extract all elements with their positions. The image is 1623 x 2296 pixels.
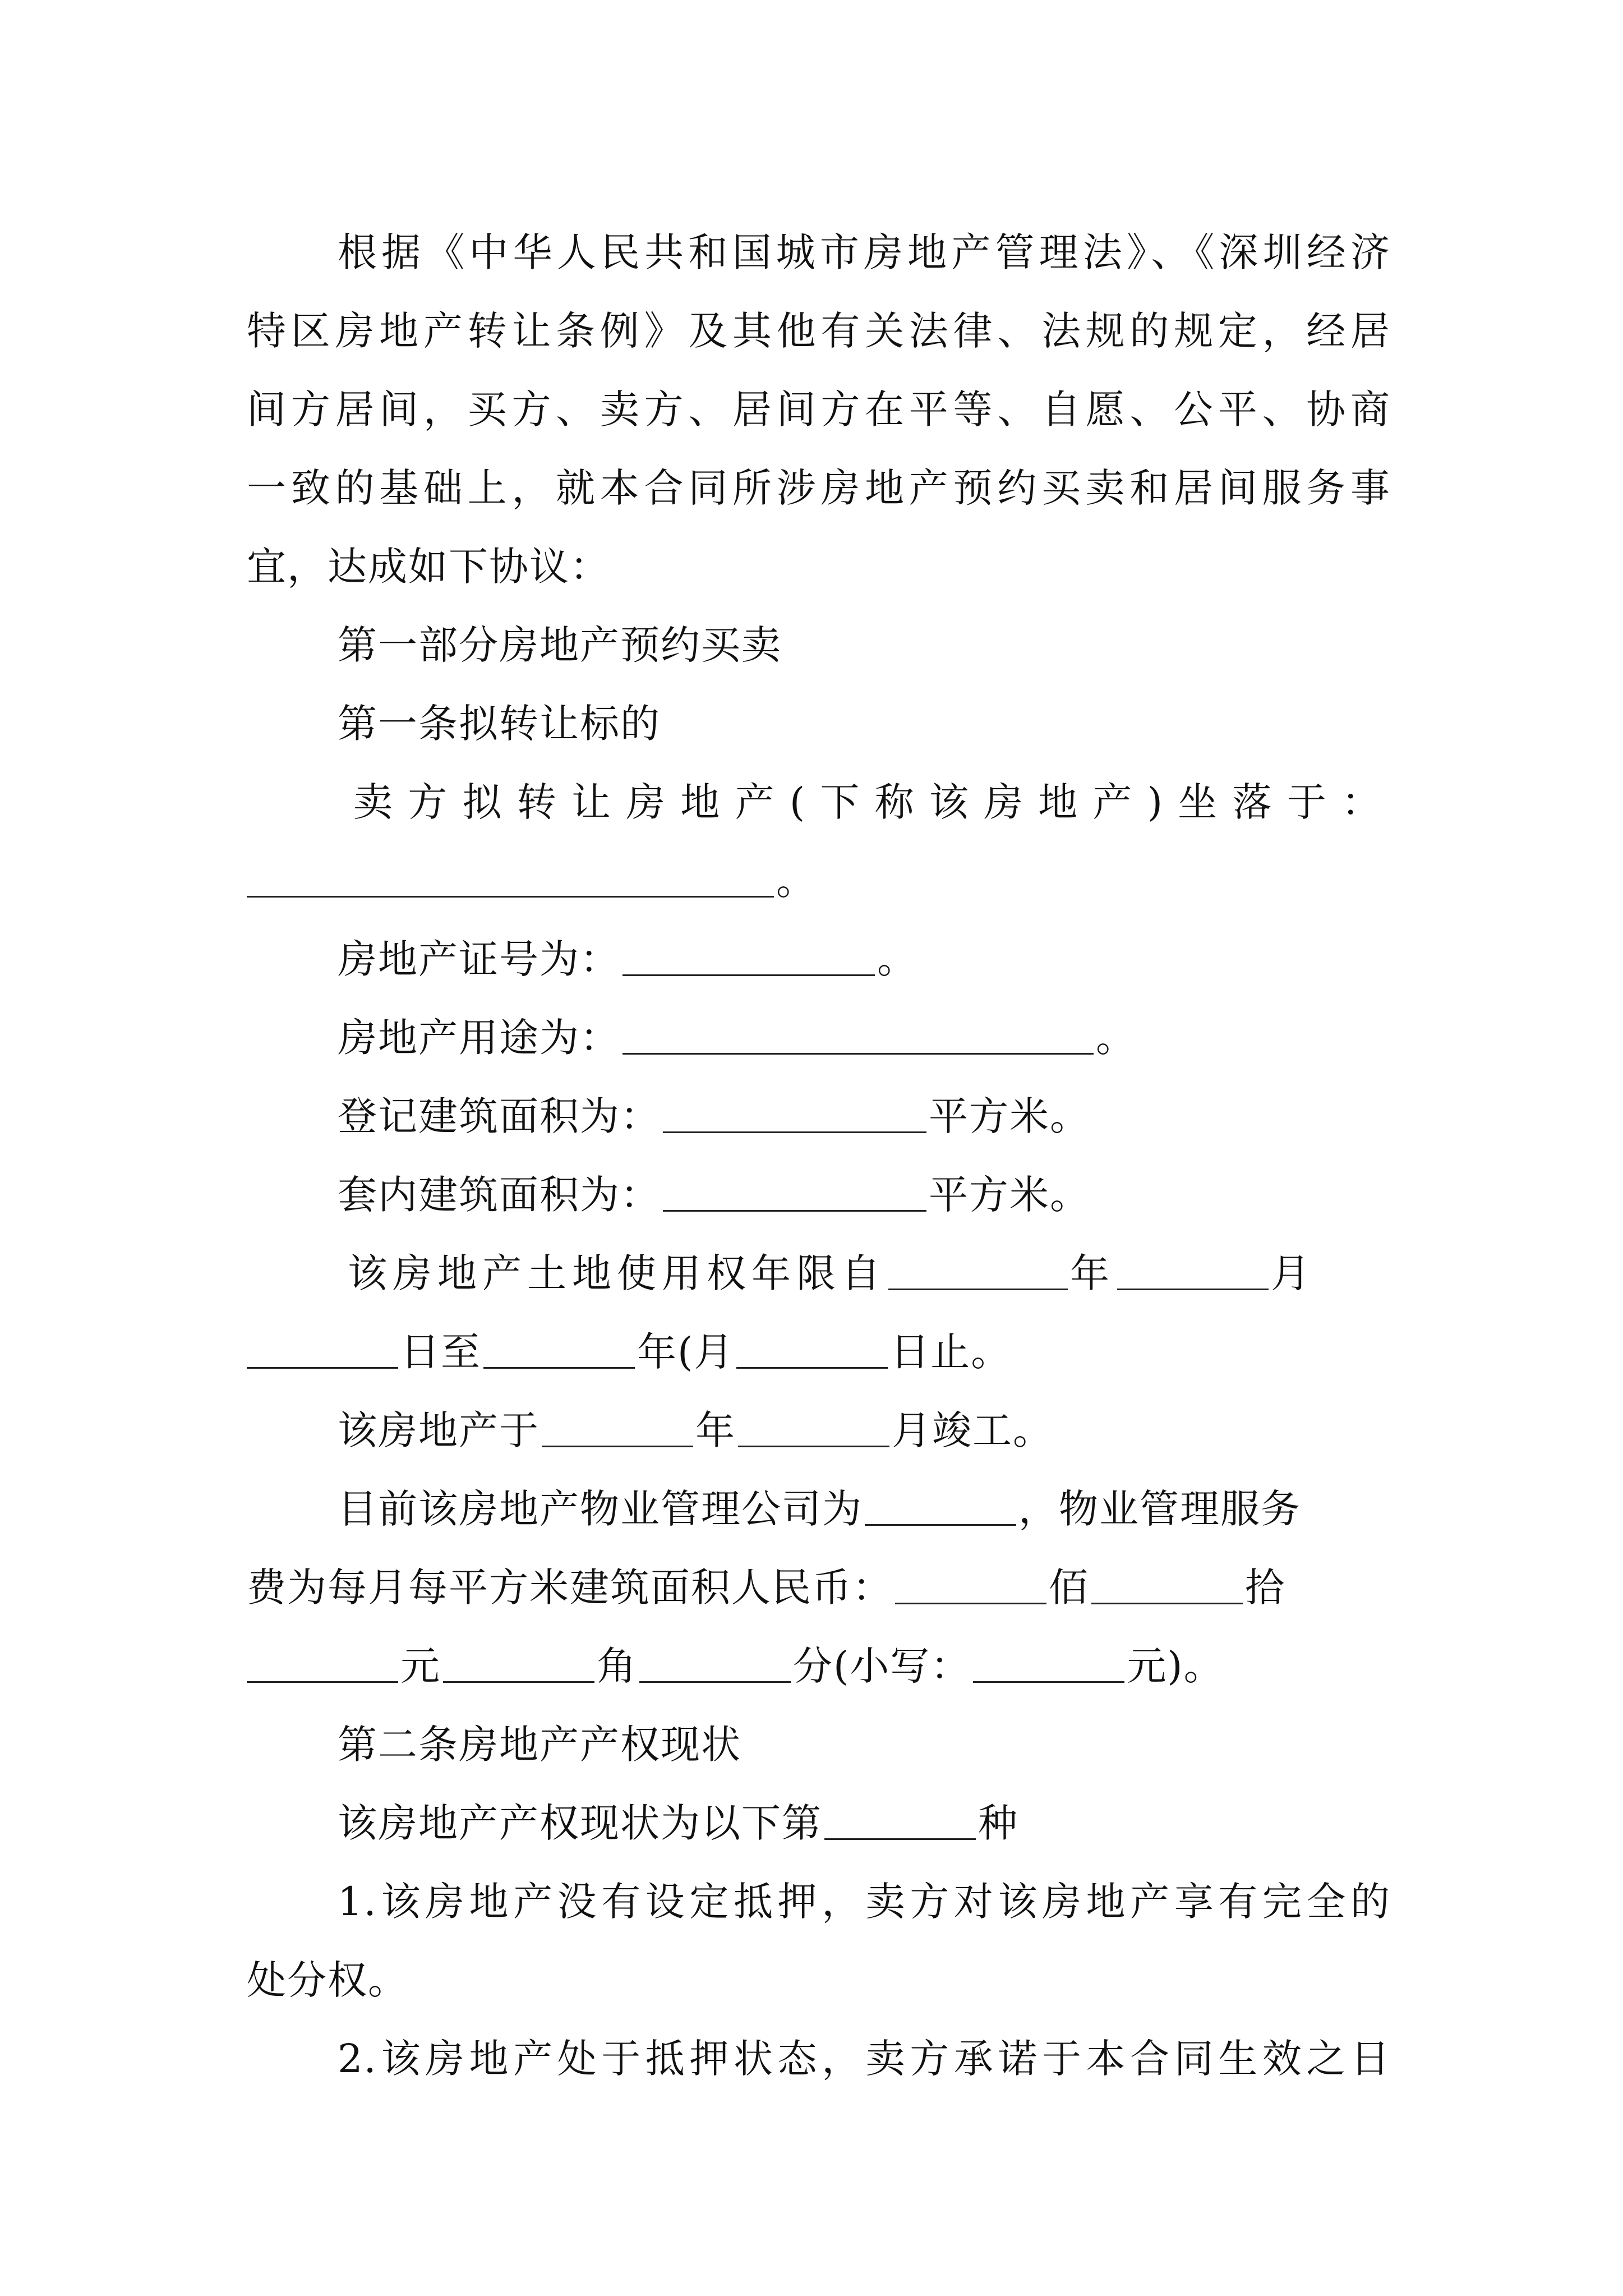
usage-line	[247, 999, 1391, 1077]
part1-heading: 第一部分房地产预约买卖	[338, 622, 782, 668]
mgmt-fen-blank[interactable]	[639, 1642, 791, 1683]
cert-no-line	[247, 920, 1391, 999]
land-term-month: 月	[1271, 1250, 1316, 1296]
completed-line	[247, 1391, 1391, 1470]
item1-line-2: 处分权。	[247, 1957, 408, 2003]
mgmt-small-blank[interactable]	[973, 1642, 1124, 1683]
preamble-line-2: 特区房地产转让条例》及其他有关法律、法规的规定，经居	[247, 308, 1391, 354]
land-term-day2-blank[interactable]	[736, 1328, 888, 1369]
land-term-year2-blank[interactable]	[483, 1328, 635, 1369]
reg-area-line	[247, 1077, 1391, 1156]
land-term-month-blank[interactable]	[1117, 1249, 1269, 1290]
mgmt-line-1	[247, 1470, 1391, 1548]
location-blank-line	[247, 841, 1391, 920]
mgmt-end: 元)。	[1127, 1643, 1224, 1689]
mgmt-shi: 拾	[1245, 1565, 1285, 1611]
article1-heading: 第一条拟转让标的	[338, 701, 661, 747]
completed-year: 年	[695, 1407, 736, 1453]
inner-area-label: 套内建筑面积为：	[338, 1172, 661, 1218]
cert-no-blank[interactable]	[623, 935, 875, 976]
preamble-line-3: 间方居间，买方、卖方、居间方在平等、自愿、公平、协商	[247, 386, 1391, 432]
inner-area-line	[247, 1156, 1391, 1234]
inner-area-unit: 平方米。	[929, 1172, 1090, 1218]
mgmt-company-blank[interactable]	[865, 1485, 1016, 1526]
item1-line-1: 1.该房地产没有设定抵押，卖方对该房地产享有完全的	[338, 1879, 1391, 1925]
status-lead: 该房地产产权现状为以下第	[338, 1800, 822, 1846]
land-term-lead: 该房地产土地使用权年限自	[348, 1250, 886, 1296]
mgmt-yuan: 元	[400, 1643, 441, 1689]
reg-area-unit: 平方米。	[929, 1093, 1090, 1139]
mgmt-bai-blank[interactable]	[895, 1563, 1046, 1604]
completed-month-blank[interactable]	[738, 1406, 889, 1447]
article2-heading: 第二条房地产产权现状	[338, 1722, 741, 1768]
land-term-day-blank[interactable]	[247, 1328, 398, 1369]
cert-no-label: 房地产证号为：	[338, 936, 620, 982]
mgmt-shi-blank[interactable]	[1091, 1563, 1243, 1604]
land-term-year: 年	[1070, 1250, 1115, 1296]
usage-label: 房地产用途为：	[338, 1015, 620, 1061]
mgmt-bai: 佰	[1049, 1565, 1089, 1611]
land-term-line-2	[247, 1313, 1391, 1391]
preamble-line-4: 一致的基础上，就本合同所涉房地产预约买卖和居间服务事	[247, 465, 1391, 511]
reg-area-label: 登记建筑面积为：	[338, 1093, 661, 1139]
land-term-line-1	[247, 1234, 1391, 1313]
land-term-year2: 年(月	[637, 1329, 735, 1375]
item2-line-1: 2.该房地产处于抵押状态，卖方承诺于本合同生效之日	[338, 2036, 1391, 2082]
mgmt-fen-small: 分(小写：	[793, 1643, 971, 1689]
status-end: 种	[978, 1800, 1018, 1846]
inner-area-blank[interactable]	[663, 1171, 926, 1212]
completed-end: 月竣工。	[892, 1407, 1053, 1453]
mgmt-mid: ，物业管理服务	[1018, 1486, 1301, 1532]
status-blank[interactable]	[824, 1799, 976, 1840]
mgmt-jiao: 角	[597, 1643, 637, 1689]
location-blank[interactable]	[247, 857, 774, 898]
preamble-line-5: 宜，达成如下协议：	[247, 544, 610, 590]
land-term-day-to: 日至	[400, 1329, 481, 1375]
mgmt-lead: 目前该房地产物业管理公司为	[338, 1486, 863, 1532]
completed-lead: 该房地产于	[338, 1407, 540, 1453]
status-line	[247, 1784, 1391, 1862]
usage-end: 。	[1096, 1015, 1136, 1061]
land-term-year-blank[interactable]	[888, 1249, 1068, 1290]
mgmt-fee-lead: 费为每月每平方米建筑面积人民币：	[247, 1565, 893, 1611]
mgmt-yuan-blank[interactable]	[247, 1642, 398, 1683]
usage-blank[interactable]	[623, 1014, 1094, 1055]
location-line: 卖方拟转让房地产(下称该房地产)坐落于：	[353, 779, 1391, 825]
land-term-end: 日止。	[890, 1329, 1012, 1375]
mgmt-jiao-blank[interactable]	[443, 1642, 594, 1683]
completed-year-blank[interactable]	[542, 1406, 693, 1447]
preamble-line-1: 根据《中华人民共和国城市房地产管理法》、《深圳经济	[338, 229, 1391, 275]
location-end: 。	[776, 858, 817, 904]
mgmt-line-3	[247, 1627, 1391, 1705]
mgmt-line-2	[247, 1548, 1391, 1627]
cert-no-end: 。	[877, 936, 917, 982]
reg-area-blank[interactable]	[663, 1092, 926, 1133]
